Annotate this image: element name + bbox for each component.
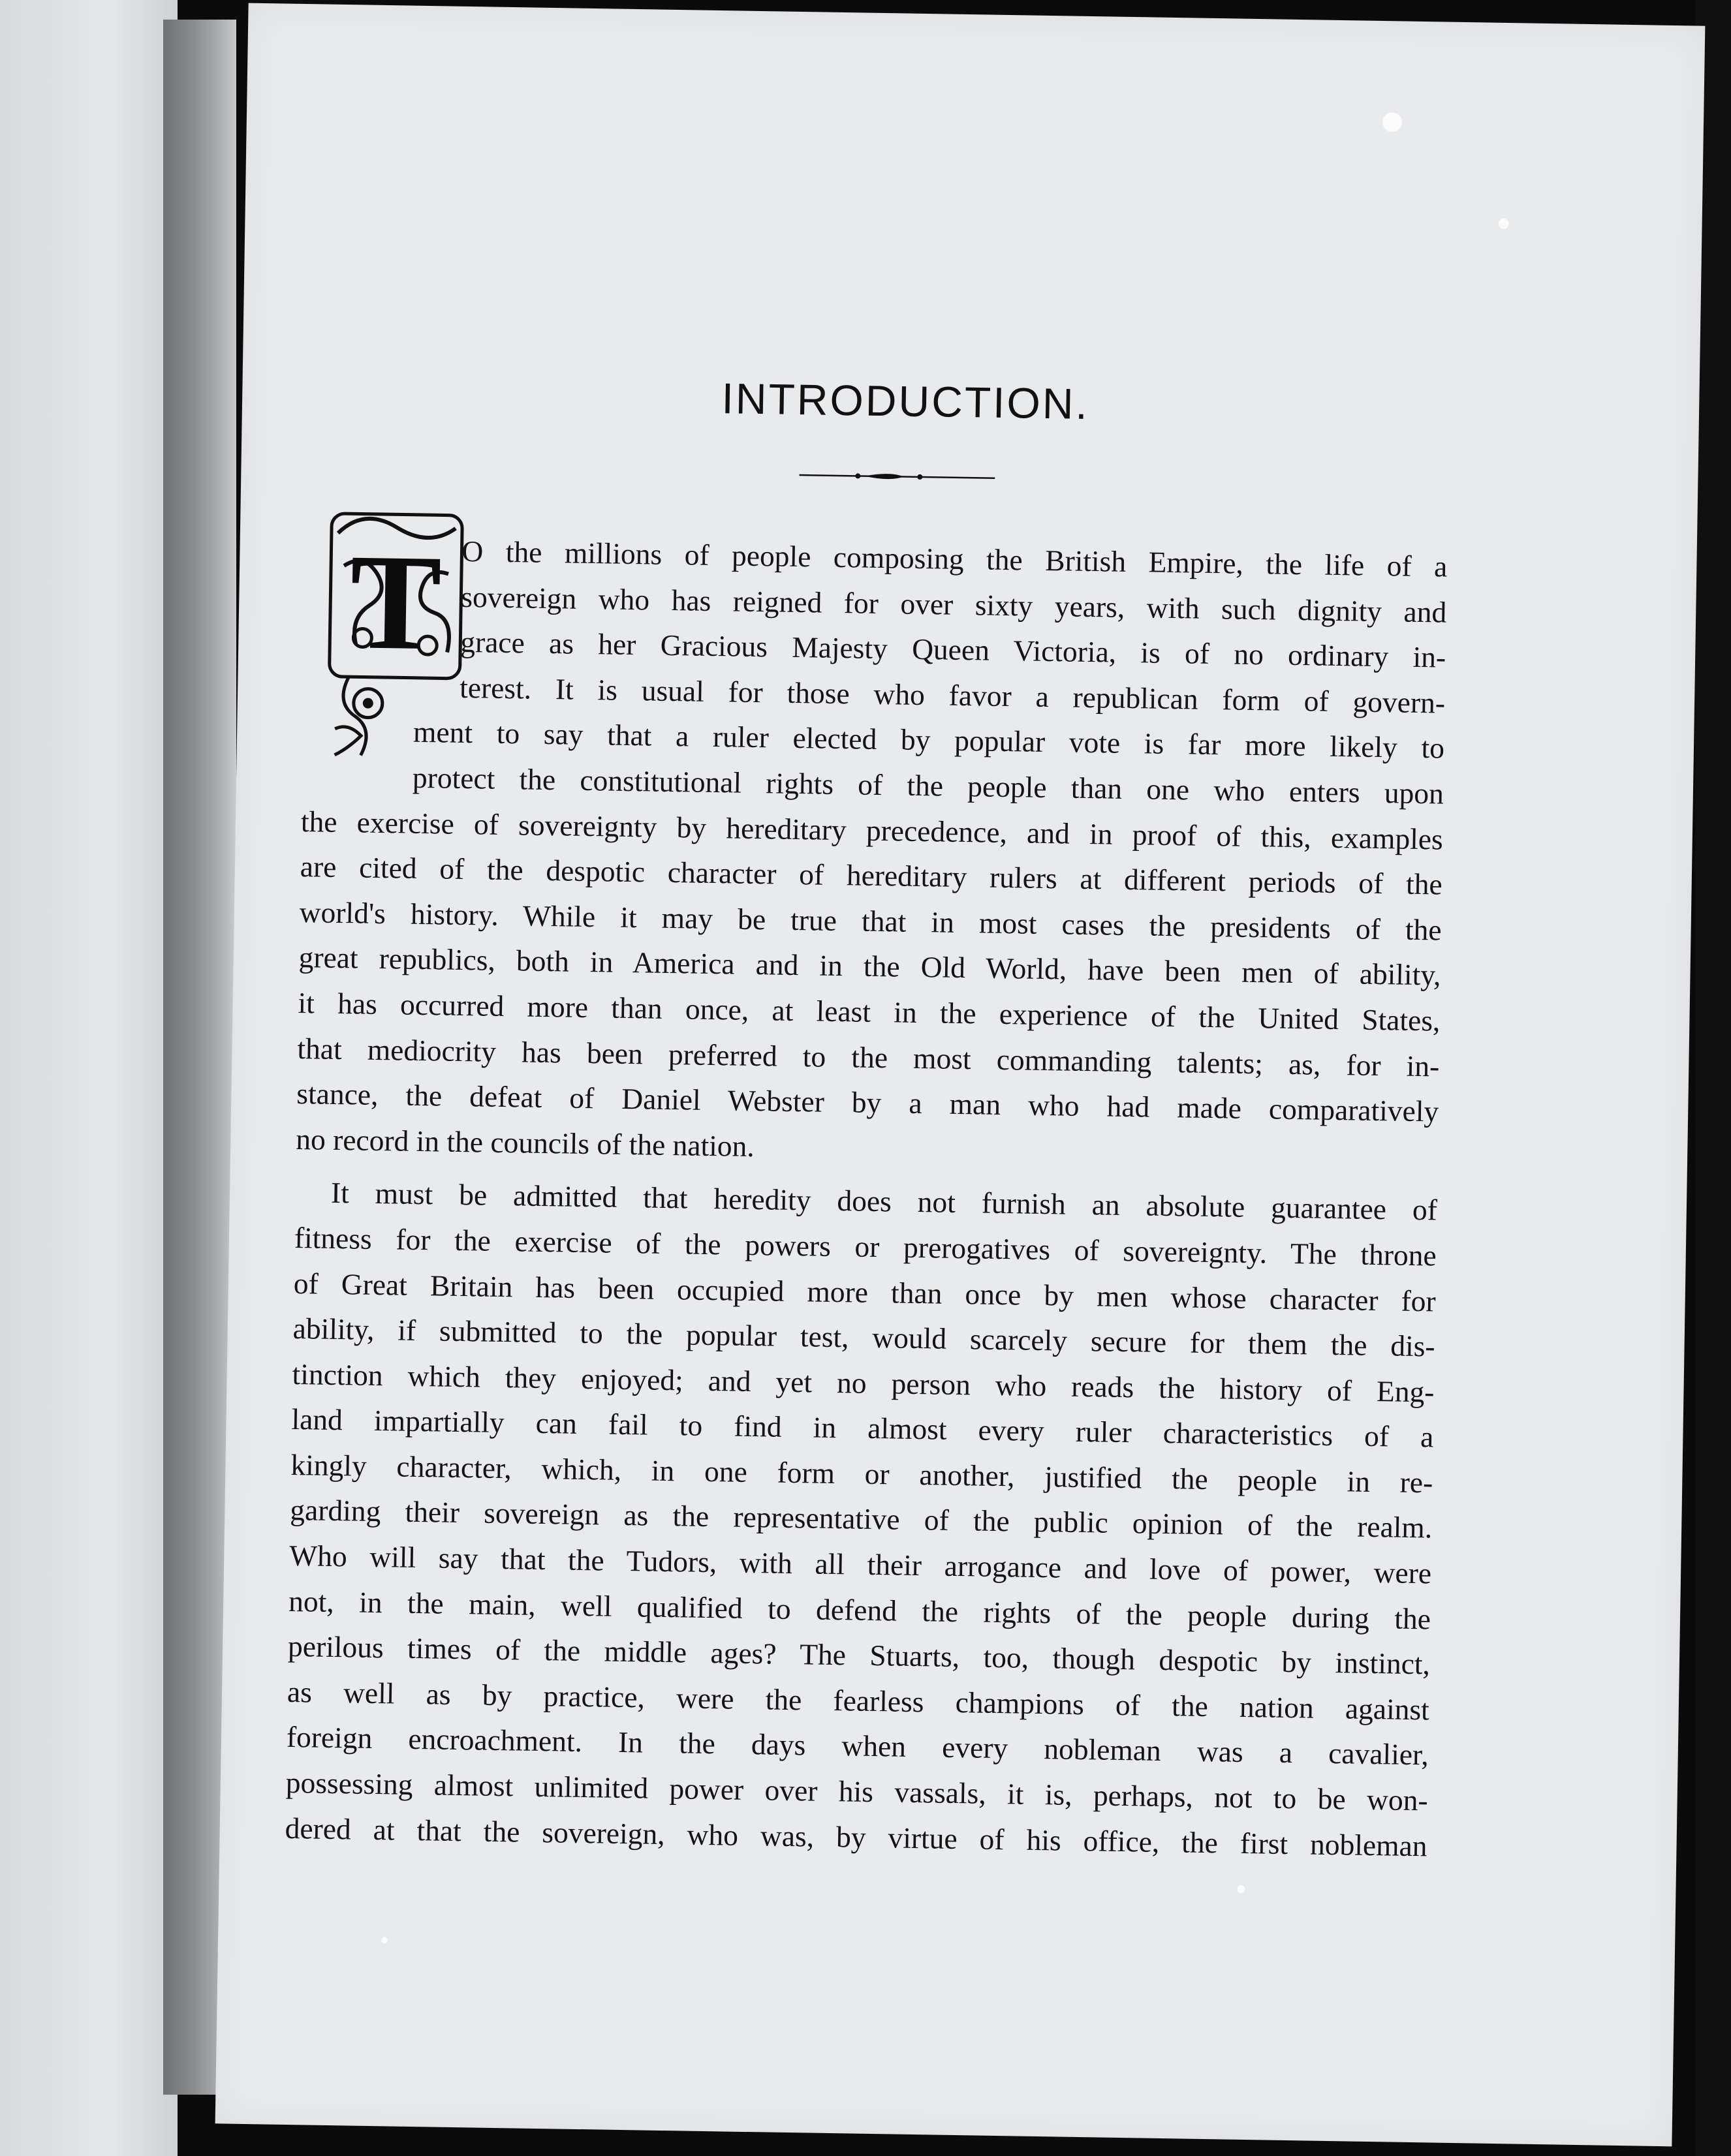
text-line: grace as her Gracious Majesty Queen Victoria, is of no ordinary in- <box>460 625 1446 674</box>
text-line: the exercise of sovereignty by hereditary precedence, and in proof of this, examples <box>300 804 1444 856</box>
text-line: as well as by practice, were the fearless champions of the nation against <box>287 1674 1430 1727</box>
text-line: O the millions of people composing the British Empire, the life of a <box>461 534 1448 583</box>
scan-border <box>1695 0 1731 2156</box>
text-line: perilous times of the middle ages? The Stuarts, too, though despotic by instinct, <box>287 1629 1431 1681</box>
drop-cap-letter: T <box>349 526 443 679</box>
ornamental-rule <box>799 469 995 485</box>
text-line: are cited of the despotic character of hereditary rulers at different periods of the <box>300 850 1443 901</box>
text-line: foreign encroachment. In the days when every nobleman was a cavalier, <box>286 1720 1429 1772</box>
text-line: Who will say that the Tudors, with all their arrogance and love of power, were <box>288 1539 1432 1590</box>
text-line: possessing almost unlimited power over his vassals, it is, perhaps, not to be won- <box>285 1765 1429 1817</box>
text-line: stance, the defeat of Daniel Webster by a man who had made comparatively <box>296 1077 1439 1128</box>
text-line: tinction which they enjoyed; and yet no person who reads the history of Eng- <box>292 1357 1435 1409</box>
text-line: it has occurred more than once, at least in the experience of the United States, <box>298 985 1441 1038</box>
body-text <box>285 526 1448 1868</box>
text-line: It must be admitted that heredity does not furnish an absolute guarantee of <box>330 1176 1438 1227</box>
text-line: kingly character, which, in one form or another, justified the people in re- <box>290 1447 1433 1500</box>
text-line: land impartially can fail to find in almost every ruler characteristics of a <box>291 1402 1434 1454</box>
text-line: ability, if submitted to the popular test, would scarcely secure for them the dis- <box>292 1312 1435 1363</box>
left-page-edge <box>0 0 178 2156</box>
text-line: not, in the main, well qualified to defend the rights of the people during the <box>288 1584 1431 1636</box>
text-line: garding their sovereign as the representative of the public opinion of the realm. <box>289 1493 1433 1545</box>
book-page <box>215 3 1706 2147</box>
text-line: world's history. While it may be true that in most cases the presidents of the <box>299 895 1442 947</box>
text-line: sovereign who has reigned for over sixty years, with such dignity and <box>461 579 1447 629</box>
paragraph-1 <box>296 526 1448 1180</box>
page-title: INTRODUCTION. <box>721 374 1090 428</box>
text-line: that mediocrity has been preferred to the most commanding talents; as, for in- <box>297 1031 1440 1083</box>
text-line: terest. It is usual for those who favor a republican form of govern- <box>459 670 1446 720</box>
paragraph-2 <box>285 1169 1437 1868</box>
text-line: dered at that the sovereign, who was, by virtue of his office, the first nobleman <box>285 1811 1427 1863</box>
text-line: of Great Britain has been occupied more than once by men whose character for <box>293 1266 1437 1317</box>
text-line: ment to say that a ruler elected by popular vote is far more likely to <box>413 715 1445 765</box>
text-line: no record in the councils of the nation. <box>295 1122 755 1163</box>
text-line: great republics, both in America and in the Old World, have been men of ability, <box>298 940 1441 992</box>
text-line: fitness for the exercise of the powers or prerogatives of sovereignty. The throne <box>294 1220 1437 1272</box>
text-line: protect the constitutional rights of the people than one who enters upon <box>412 760 1444 810</box>
